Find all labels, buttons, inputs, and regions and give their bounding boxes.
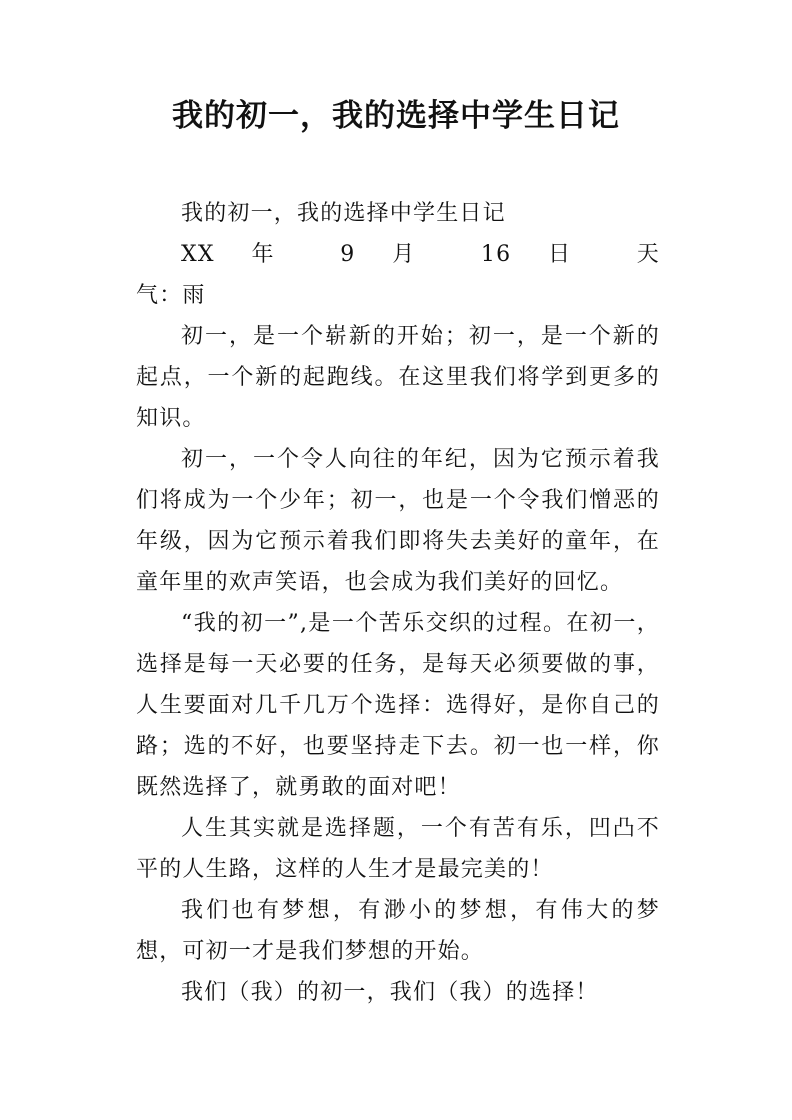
paragraph: 初一，是一个崭新的开始；初一，是一个新的起点，一个新的起跑线。在这里我们将学到更多的知识。 xyxy=(136,324,660,431)
diary-heading: 我的初一，我的选择中学生日记 xyxy=(181,201,506,226)
paragraph: 我们也有梦想，有渺小的梦想，有伟大的梦想，可初一才是我们梦想的开始。 xyxy=(136,898,660,964)
date-weather-line xyxy=(136,234,660,275)
document-body xyxy=(136,193,660,1013)
weather-value: 气：雨 xyxy=(136,283,206,308)
paragraph: 初一，一个令人向往的年纪，因为它预示着我们将成为一个少年；初一，也是一个令我们憎恶的年级，因为它预示着我们即将失去美好的童年，在童年里的欢声笑语，也会成为我们美好的回忆。 xyxy=(136,447,660,595)
paragraph: “我的初一”,是一个苦乐交织的过程。在初一，选择是每一天必要的任务，是每天必须要做的事，人生要面对几千几万个选择：选得好，是你自己的路；选的不好，也要坚持走下去。初一也一样，你既然选择了，就勇敢的面对吧！ xyxy=(136,611,660,800)
paragraph: 人生其实就是选择题，一个有苦有乐，凹凸不平的人生路，这样的人生才是最完美的！ xyxy=(136,816,660,882)
document-title: 我的初一，我的选择中学生日记 xyxy=(172,98,620,134)
weather-label: 天 xyxy=(636,242,660,267)
diary-date: XX 年 9 月 16 日 xyxy=(181,242,600,267)
paragraph: 我们（我）的初一，我们（我）的选择！ xyxy=(181,980,599,1005)
